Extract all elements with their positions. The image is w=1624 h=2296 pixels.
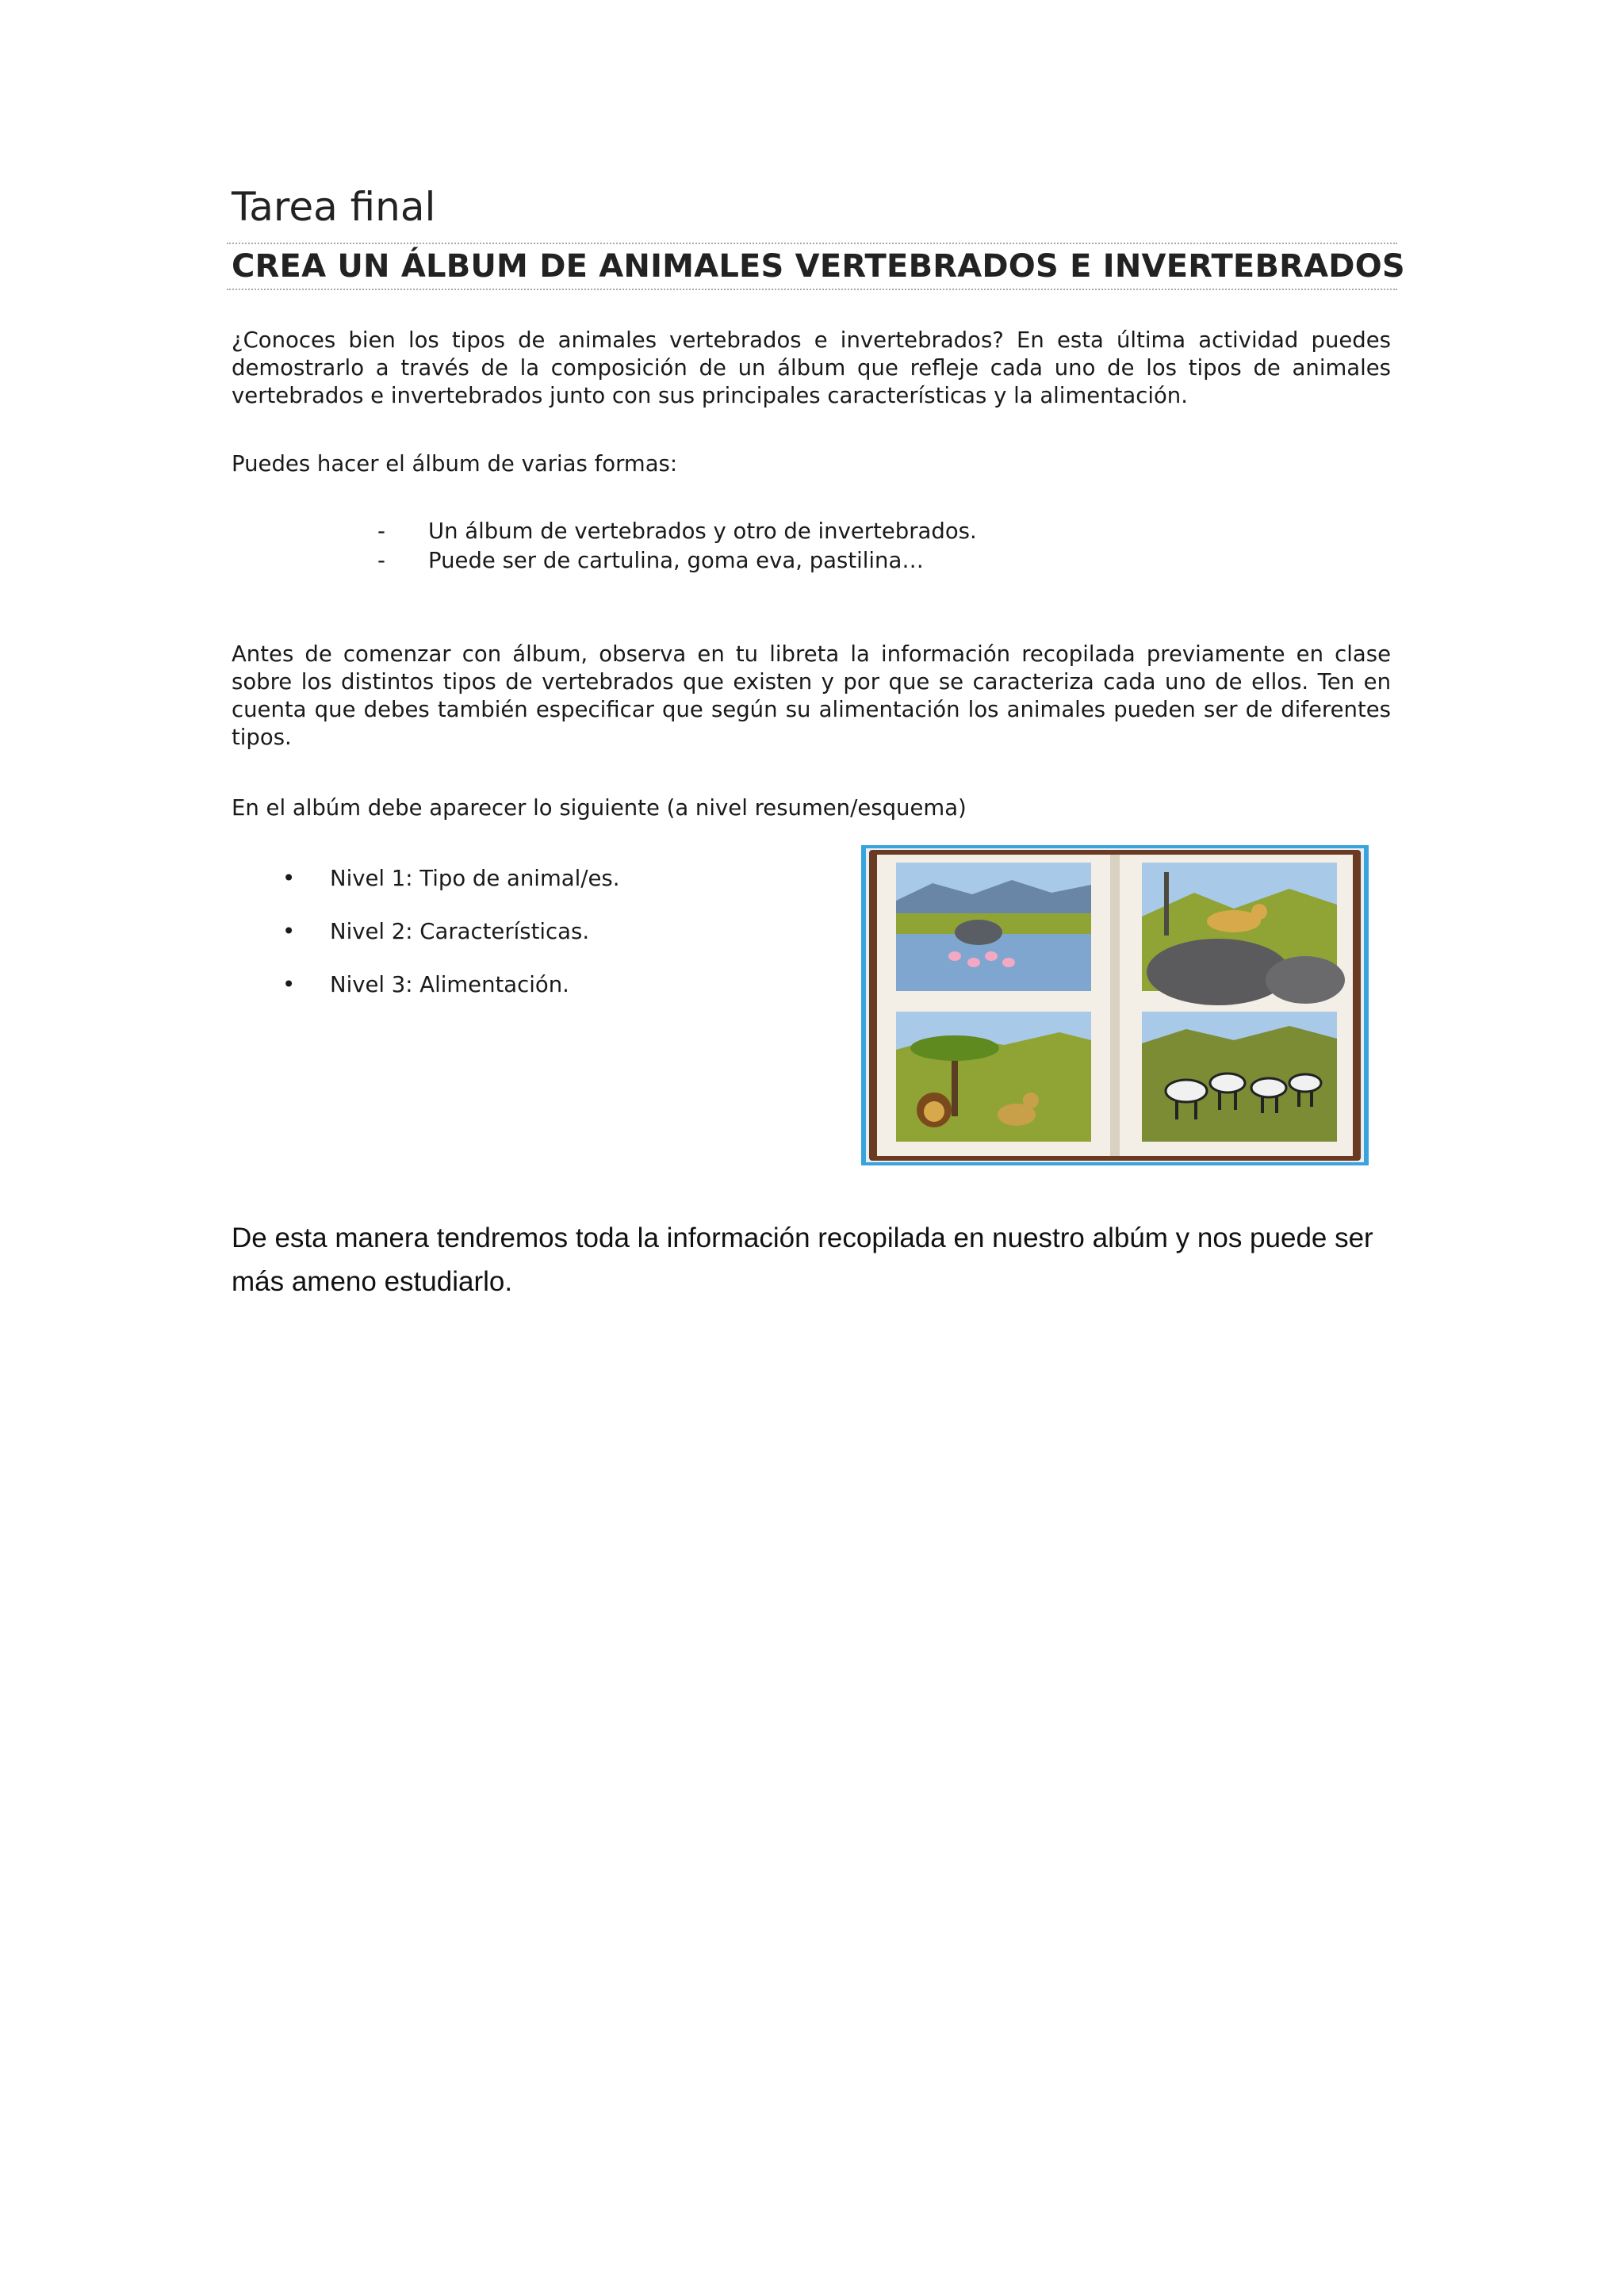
list-item-text: Nivel 3: Alimentación. — [330, 972, 569, 997]
list-item-text: Nivel 2: Características. — [330, 919, 590, 944]
antes-paragraph: Antes de comenzar con álbum, observa en tu libreta la información recopilada previamente en clase sobre los distintos tipos de vertebrados que existen y por que se caracteriza cada uno de ellos. Ten en cuenta que debes también especificar que según su alimentación los animales pueden ser de diferentes tipos. — [232, 641, 1391, 750]
photo-cheetah — [1142, 863, 1345, 1005]
bullet-marker: • — [282, 972, 296, 997]
bullet-marker: • — [282, 919, 296, 944]
album-illustration — [861, 845, 1369, 1165]
dash-marker: - — [377, 519, 385, 544]
formas-list — [377, 517, 977, 576]
page-subtitle: CREA UN ÁLBUM DE ANIMALES VERTEBRADOS E INVERTEBRADOS — [232, 248, 1405, 285]
list-item — [377, 546, 977, 576]
subtitle-divider — [227, 289, 1397, 290]
photo-flamingos — [896, 863, 1091, 991]
list-item-text: Un álbum de vertebrados y otro de invertebrados. — [428, 519, 977, 544]
page-title: Tarea final — [232, 184, 436, 230]
list-item — [377, 517, 977, 546]
photo-lions — [896, 1012, 1091, 1142]
niveles-list — [282, 864, 619, 1024]
photo-zebras — [1142, 1012, 1337, 1142]
formas-lead: Puedes hacer el álbum de varias formas: — [232, 451, 678, 476]
album-lead: En el albúm debe aparecer lo siguiente (a nivel resumen/esquema) — [232, 795, 967, 821]
dash-marker: - — [377, 548, 385, 573]
list-item — [282, 917, 619, 946]
list-item-text: Puede ser de cartulina, goma eva, pastilina… — [428, 548, 924, 573]
bullet-marker: • — [282, 866, 296, 891]
title-divider — [227, 243, 1397, 244]
list-item — [282, 970, 619, 999]
closing-paragraph: De esta manera tendremos toda la información recopilada en nuestro albúm y nos puede ser más ameno estudiarlo. — [232, 1223, 1373, 1297]
intro-paragraph: ¿Conoces bien los tipos de animales vertebrados e invertebrados? En esta última actividad puedes demostrarlo a través de la composición de un álbum que refleje cada uno de los tipos de animales vertebrados e invertebrados junto con sus principales características y la alimentación. — [232, 327, 1391, 408]
list-item — [282, 864, 619, 893]
list-item-text: Nivel 1: Tipo de animal/es. — [330, 866, 620, 891]
